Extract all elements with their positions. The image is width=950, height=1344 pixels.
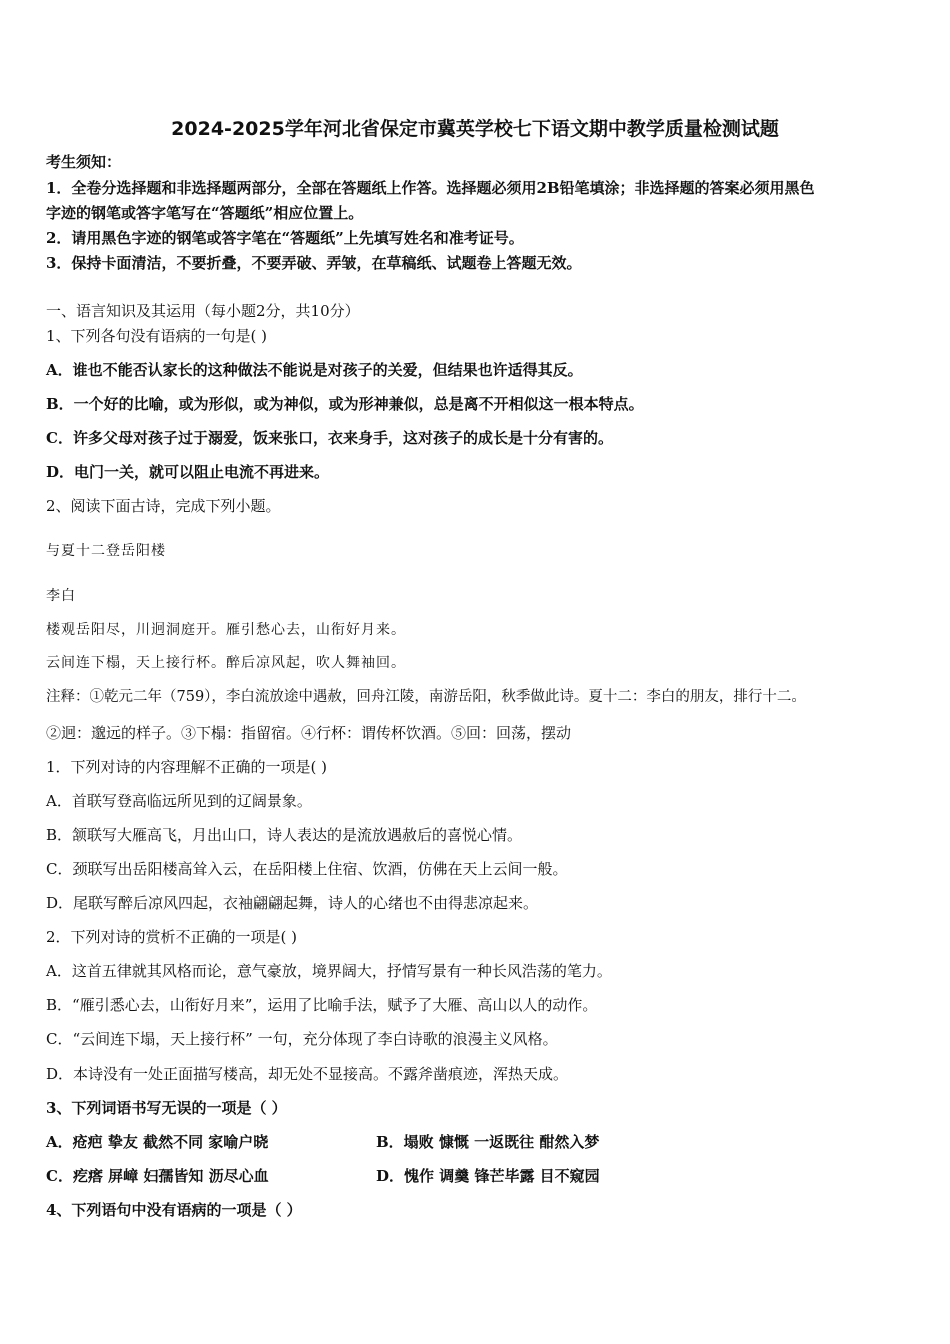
q3-option-d: D．愧作 调羹 锋芒毕露 目不窥园 xyxy=(376,1167,600,1185)
q3-option-a: A．疮疤 挚友 截然不同 家喻户晓 xyxy=(46,1133,269,1151)
q2-sub2-stem: 2．下列对诗的赏析不正确的一项是( ) xyxy=(46,928,298,946)
q4-stem: 4、下列语句中没有语病的一项是（ ） xyxy=(46,1201,302,1219)
q2-sub2-option-d: D．本诗没有一处正面描写楼高，却无处不显接高。不露斧凿痕迹，浑热天成。 xyxy=(46,1065,569,1083)
q1-option-d: D．电门一关，就可以阻止电流不再进来。 xyxy=(46,463,330,481)
q3-options-row-1 xyxy=(46,1132,599,1152)
q1-option-b: B．一个好的比喻，或为形似，或为神似，或为形神兼似，总是离不开相似这一根本特点。 xyxy=(46,395,644,413)
notice-line-2: 字迹的钢笔或答字笔写在“答题纸”相应位置上。 xyxy=(46,204,364,222)
q2-sub2-option-c: C．“云间连下塌，天上接行杯” 一句，充分体现了李白诗歌的浪漫主义风格。 xyxy=(46,1030,558,1048)
poem-line-2: 云间连下榻，天上接行杯。醉后凉风起，吹人舞袖回。 xyxy=(46,655,406,671)
poem-note-2: ②迥：邈远的样子。③下榻：指留宿。④行杯：谓传杯饮酒。⑤回：回荡，摆动 xyxy=(46,724,572,742)
q2-sub1-stem: 1．下列对诗的内容理解不正确的一项是( ) xyxy=(46,758,328,776)
q2-sub1-option-a: A．首联写登高临远所见到的辽阔景象。 xyxy=(46,792,312,810)
notice-line-4: 3．保持卡面清洁，不要折叠，不要弄破、弄皱，在草稿纸、试题卷上答题无效。 xyxy=(46,254,582,272)
q1-stem: 1、下列各句没有语病的一句是( ) xyxy=(46,327,268,345)
q2-sub1-option-b: B．颔联写大雁高飞，月出山口，诗人表达的是流放遇赦后的喜悦心情。 xyxy=(46,826,523,844)
q2-stem: 2、阅读下面古诗，完成下列小题。 xyxy=(46,497,281,515)
poem-author: 李白 xyxy=(46,588,76,604)
q2-sub1-option-d: D．尾联写醉后凉风四起，衣袖翩翩起舞，诗人的心绪也不由得悲凉起来。 xyxy=(46,894,539,912)
q3-options-row-2 xyxy=(46,1166,600,1186)
notice-heading: 考生须知： xyxy=(46,153,122,171)
notice-line-1: 1．全卷分选择题和非选择题两部分，全部在答题纸上作答。选择题必须用2B铅笔填涂；非选择题的答案必须用黑色 xyxy=(46,179,815,197)
poem-title: 与夏十二登岳阳楼 xyxy=(46,543,166,559)
section-heading: 一、语言知识及其运用（每小题2分，共10分） xyxy=(46,302,360,320)
q3-stem: 3、下列词语书写无误的一项是（ ） xyxy=(46,1099,287,1117)
poem-note-1: 注释：①乾元二年（759），李白流放途中遇赦，回舟江陵，南游岳阳，秋季做此诗。夏十二：李白的朋友，排行十二。 xyxy=(46,689,806,705)
q3-option-c: C．疙瘩 屏嶂 妇孺皆知 沥尽心血 xyxy=(46,1167,269,1185)
poem-line-1: 楼观岳阳尽，川迥洞庭开。雁引愁心去，山衔好月来。 xyxy=(46,622,406,638)
q2-sub2-option-a: A．这首五律就其风格而论，意气豪放，境界阔大，抒情写景有一种长风浩荡的笔力。 xyxy=(46,962,612,980)
q2-sub2-option-b: B．“雁引悉心去，山衔好月来”，运用了比喻手法，赋予了大雁、高山以人的动作。 xyxy=(46,996,598,1014)
q1-option-c: C．许多父母对孩子过于溺爱，饭来张口，衣来身手，这对孩子的成长是十分有害的。 xyxy=(46,429,613,447)
q1-option-a: A．谁也不能否认家长的这种做法不能说是对孩子的关爱，但结果也许适得其反。 xyxy=(46,361,583,379)
q3-option-b: B．塌败 慷慨 一返既往 酣然入梦 xyxy=(376,1133,600,1151)
notice-line-3: 2．请用黑色字迹的钢笔或答字笔在“答题纸”上先填写姓名和准考证号。 xyxy=(46,229,524,247)
page-title: 2024-2025学年河北省保定市冀英学校七下语文期中教学质量检测试题 xyxy=(171,118,779,140)
q2-sub1-option-c: C．颈联写出岳阳楼高耸入云，在岳阳楼上住宿、饮酒，仿佛在天上云间一般。 xyxy=(46,860,568,878)
